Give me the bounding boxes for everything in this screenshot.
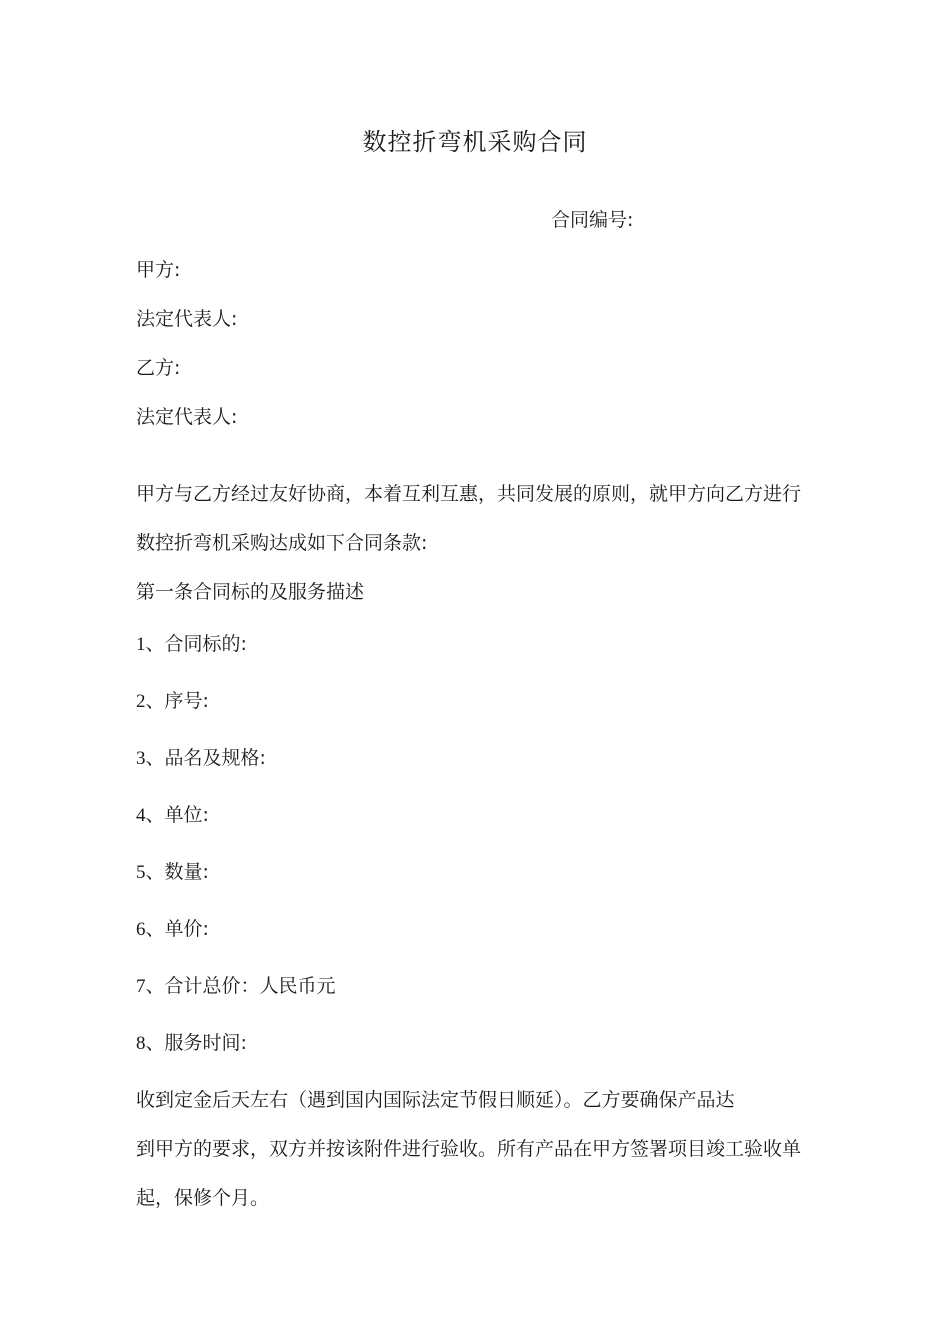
item-text: 、合计总价：人民币元 (145, 975, 336, 997)
item-text: 、单位: (145, 804, 209, 826)
contract-number-label: 合同编号: (551, 209, 634, 231)
article-1-heading: 第一条合同标的及服务描述 (136, 581, 365, 603)
intro-line-1: 甲方与乙方经过友好协商，本着互利互惠，共同发展的原则，就甲方向乙方进行 (136, 483, 802, 505)
article-item (136, 802, 209, 829)
party-b-representative-label: 法定代表人: (136, 406, 238, 428)
item-text: 、数量: (145, 861, 209, 883)
item-text: 、序号: (145, 690, 209, 712)
party-b-label: 乙方: (136, 357, 181, 379)
article-item (136, 859, 209, 886)
party-a-label: 甲方: (136, 259, 181, 281)
article-item (136, 745, 266, 772)
item-number: 4 (136, 805, 146, 826)
item-text: 、品名及规格: (145, 747, 266, 769)
item-number: 5 (136, 862, 146, 883)
item-number: 1 (136, 634, 146, 655)
article-item (136, 973, 336, 1000)
intro-line-2: 数控折弯机采购达成如下合同条款: (136, 532, 428, 554)
article-item (136, 631, 247, 658)
party-a-representative-label: 法定代表人: (136, 308, 238, 330)
article-item (136, 1030, 247, 1057)
article-item (136, 916, 209, 943)
item-text: 、合同标的: (145, 633, 247, 655)
item-number: 8 (136, 1033, 146, 1054)
article-item (136, 688, 209, 715)
item-number: 6 (136, 919, 146, 940)
item-text: 、单价: (145, 918, 209, 940)
closing-line-2: 到甲方的要求，双方并按该附件进行验收。所有产品在甲方签署项目竣工验收单 (136, 1138, 802, 1160)
closing-line-1: 收到定金后天左右（遇到国内国际法定节假日顺延）。乙方要确保产品达 (136, 1089, 735, 1111)
item-text: 、服务时间: (145, 1032, 247, 1054)
item-number: 2 (136, 691, 146, 712)
closing-line-3: 起，保修个月。 (136, 1187, 270, 1209)
item-number: 7 (136, 976, 146, 997)
document-title: 数控折弯机采购合同 (362, 128, 588, 156)
item-number: 3 (136, 748, 146, 769)
